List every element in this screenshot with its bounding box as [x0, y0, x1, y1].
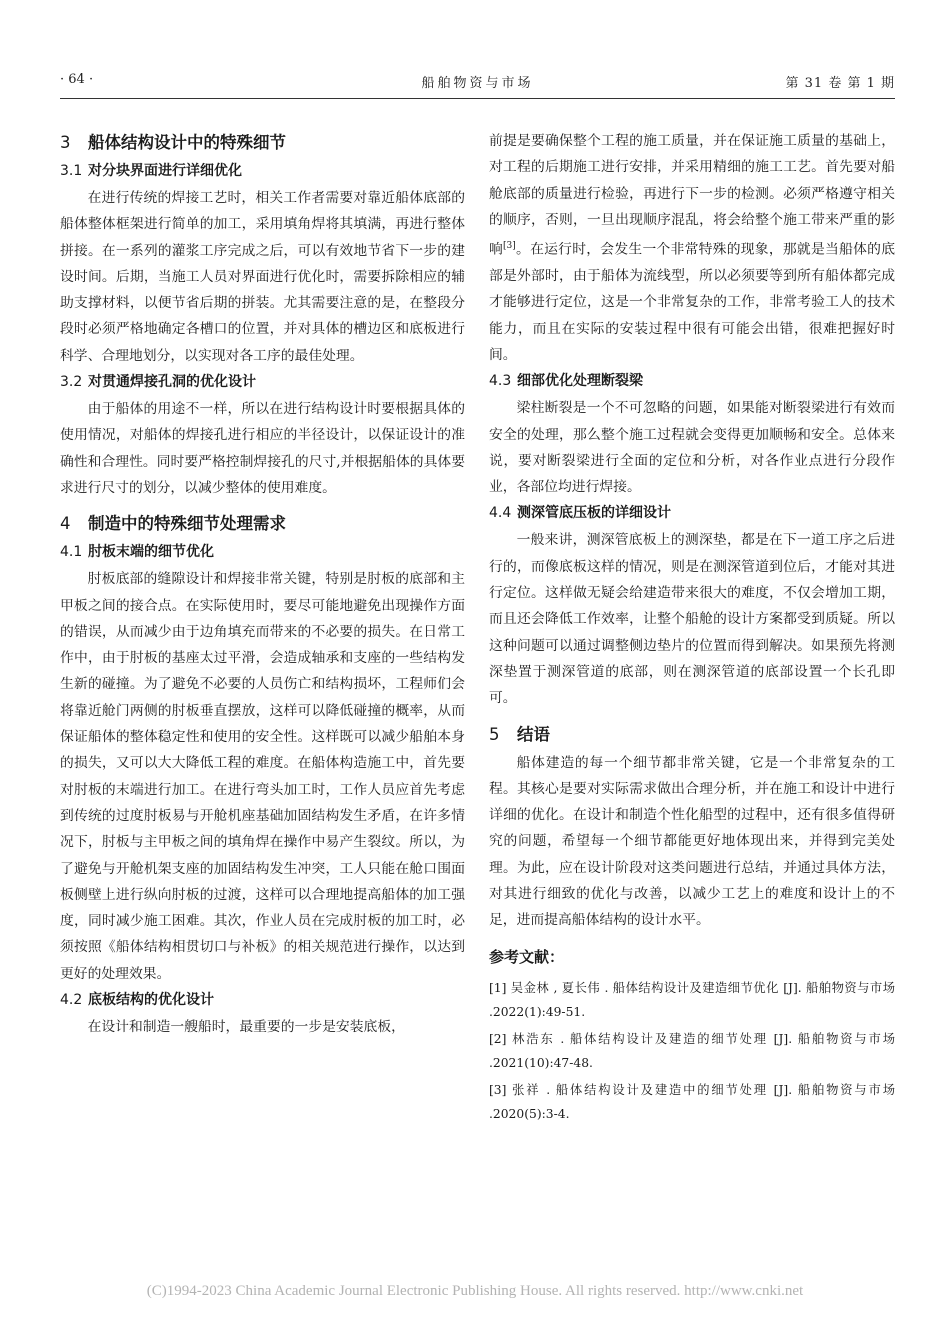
- page-number: · 64 ·: [60, 72, 94, 87]
- header-rule: [60, 98, 895, 99]
- copyright-footer: (C)1994-2023 China Academic Journal Electronic Publishing House. All rights reserved. http://www.cnki.net: [146, 1283, 804, 1299]
- section-4-heading: 4 制造中的特殊细节处理需求: [60, 514, 286, 534]
- paragraph-3-1: 在进行传统的焊接工艺时，相关工作者需要对靠近船体底部的船体整体框架进行简单的加工，采用填角焊将其填满，再进行整体拼接。在一系列的灌浆工序完成之后，可以有效地节省下一步的建设时间。后期，当施工人员对界面进行优化时，需要拆除相应的辅助支撑材料，以便节省后期的拼装。尤其需要注意的是，在整段分段时必须严格地确定各槽口的位置，并对具体的槽边区和底板进行科学、合理地划分，以实现对各工序的最佳处理。: [60, 190, 465, 364]
- citation-3[interactable]: [3]: [503, 241, 516, 252]
- paragraph-3-2: 由于船体的用途不一样，所以在进行结构设计时要根据具体的使用情况，对船体的焊接孔进行相应的半径设计，以保证设计的准确性和合理性。同时要严格控制焊接孔的尺寸,并根据船体的具体要求进行尺寸的划分，以减少整体的使用难度。: [60, 401, 465, 496]
- reference-item: [3] 张祥 . 船体结构设计及建造中的细节处理 [J]. 船舶物资与市场 .2020(5):3-4.: [489, 1082, 895, 1121]
- section-4-4-heading: 4.4 测深管底压板的详细设计: [489, 505, 671, 522]
- issue-info: 第 31 卷 第 1 期: [785, 76, 895, 91]
- reference-item: [1] 吴金林 , 夏长伟 . 船体结构设计及建造细节优化 [J]. 船舶物资与市场 .2022(1):49-51.: [489, 980, 895, 1019]
- running-header: [60, 72, 895, 92]
- paragraph-4-4: 一般来讲，测深管底板上的测深垫，都是在下一道工序之后进行的，而像底板这样的情况，则是在测深管道到位后，才能对其进行定位。这样做无疑会给建造带来很大的难度，不仅会增加工期，而且还会降低工作效率，让整个船舱的设计方案都受到质疑。所以这种问题可以通过调整侧边垫片的位置而得到解决。如果预先将测深垫置于测深管道的底部，则在测深管道的底部设置一个长孔即可。: [489, 532, 895, 707]
- left-column: [60, 128, 465, 1040]
- paragraph-5: 船体建造的每一个细节都非常关键，它是一个非常复杂的工程。其核心是要对实际需求做出合理分析，并在施工和设计中进行详细的优化。在设计和制造个性化船型的过程中，还有很多值得研究的问题，希望每一个细节都能更好地体现出来，并得到完美处理。为此，应在设计阶段对这类问题进行总结，并通过具体方法，对其进行细致的优化与改善，以减少工艺上的难度和设计上的不足，进而提高船体结构的设计水平。: [489, 754, 895, 929]
- section-4-2-heading: 4.2 底板结构的优化设计: [60, 992, 214, 1009]
- right-column: [489, 128, 895, 1129]
- section-4-1-heading: 4.1 肘板末端的细节优化: [60, 544, 214, 561]
- paragraph-4-2-start: 在设计和制造一艘船时，最重要的一步是安装底板，: [87, 1019, 405, 1036]
- paragraph-4-2-continued: 前提是要确保整个工程的施工质量，并在保证施工质量的基础上，对工程的后期施工进行安排，并采用精细的施工工艺。首先要对船舱底部的质量进行检验，再进行下一步的检测。必须严格遵守相关的顺序，否则，一旦出现顺序混乱，将会给整个施工带来严重的影响[3]。在运行时，会发生一个非常特殊的现象，那就是当船体的底部是外部时，由于船体为流线型，所以必须要等到所有船体都完成才能够进行定位，这是一个非常复杂的工作，非常考验工人的技术能力，而且在实际的安装过程中很有可能会出错，很难把握好时间。: [489, 133, 896, 363]
- paragraph-4-3: 梁柱断裂是一个不可忽略的问题，如果能对断裂梁进行有效而安全的处理，那么整个施工过程就会变得更加顺畅和安全。总体来说，要对断裂梁进行全面的定位和分析，对各作业点进行分段作业，各部位均进行焊接。: [489, 400, 895, 496]
- paragraph-4-1: 肘板底部的缝隙设计和焊接非常关键，特别是肘板的底部和主甲板之间的接合点。在实际使用时，要尽可能地避免出现操作方面的错误，从而减少由于边角填充而带来的不必要的损失。在日常工作中，由于肘板的基座太过平滑，会造成轴承和支座的一些结构发生新的碰撞。为了避免不必要的人员伤亡和结构损坏，工程师们会将靠近舱门两侧的肘板垂直摆放，这样可以降低碰撞的概率，从而保证船体的整体稳定性和使用的安全性。这样既可以减少船舶本身的损失，又可以大大降低工程的难度。在船体构造施工中，首先要对肘板的末端进行加工。在进行弯头加工时，工作人员应首先考虑到传统的过度肘板易与开舱机座基础加固结构发生矛盾，在许多情况下，肘板与主甲板之间的填角焊在操作中易产生裂纹。所以，为了避免与开舱机架支座的加固结构发生冲突，工人只能在舱口围面板侧壁上进行纵向肘板的过渡，这样可以合理地提高船体的加工强度，同时减少施工困难。其次，作业人员在完成肘板的加工时，必须按照《船体结构相贯切口与补板》的相关规范进行操作，以达到更好的处理效果。: [60, 571, 465, 982]
- reference-item: [2] 林浩东 . 船体结构设计及建造的细节处理 [J]. 船舶物资与市场 .2021(10):47-48.: [489, 1031, 895, 1070]
- section-3-heading: 3 船体结构设计中的特殊细节: [60, 133, 286, 152]
- journal-title: 船舶物资与市场: [421, 76, 534, 91]
- section-4-3-heading: 4.3 细部优化处理断裂梁: [489, 373, 643, 390]
- section-3-2-heading: 3.2 对贯通焊接孔洞的优化设计: [60, 374, 256, 391]
- section-3-1-heading: 3.1 对分块界面进行详细优化: [60, 163, 242, 179]
- references-heading: 参考文献：: [489, 947, 565, 966]
- section-5-heading: 5 结语: [489, 724, 550, 744]
